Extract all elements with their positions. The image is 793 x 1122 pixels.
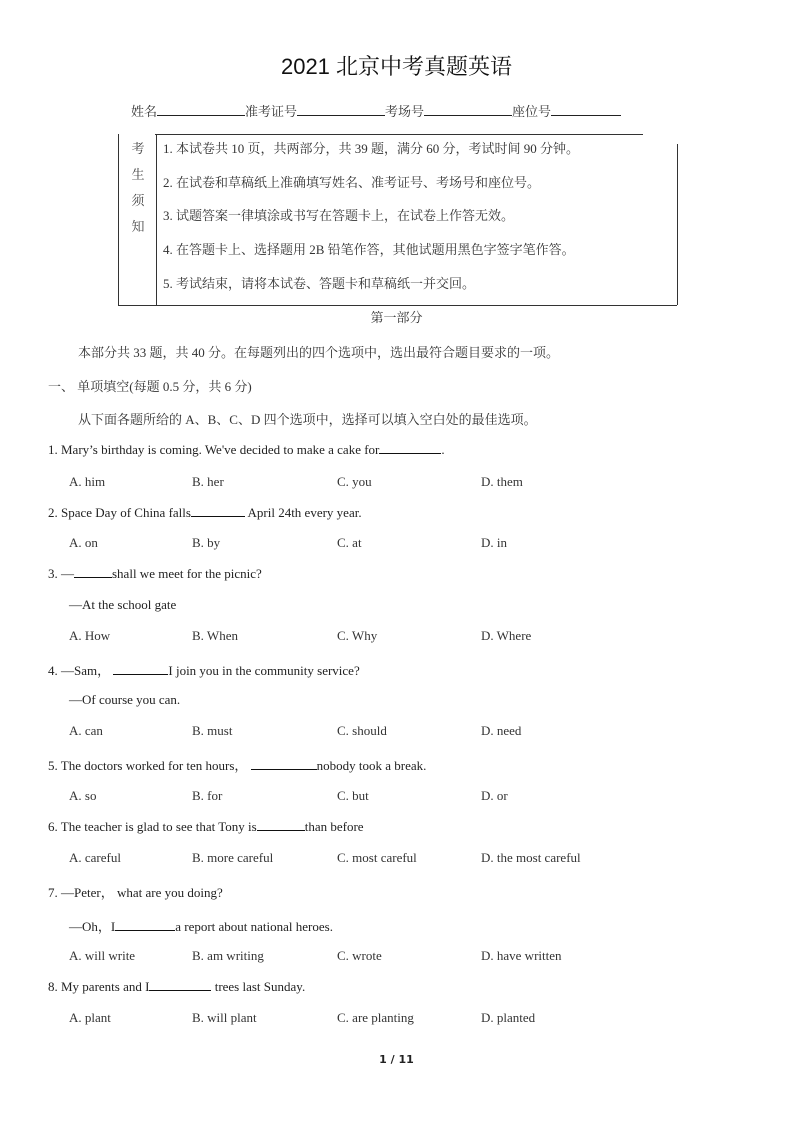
question-7: 7. —Peter， what are you doing? [48,885,223,900]
exam-notice-box [118,134,677,306]
answer-blank [257,819,305,831]
option-c: C. you [337,474,372,489]
name-label: 姓名 [131,104,158,119]
option-a: A. him [69,474,106,489]
part-intro: 本部分共 33 题，共 40 分。在每题列出的四个选项中，选出最符合题目要求的一项。 [78,345,560,360]
question-text: I join you in the community service? [168,663,360,678]
seat-blank [551,103,621,116]
option-d: D. need [481,723,522,738]
question-text: . [441,442,445,457]
question-3-reply: —At the school gate [69,597,177,612]
question-2 [48,505,362,521]
seat-label: 座位号 [512,104,552,119]
question-5 [48,755,426,774]
option-d: D. or [481,788,508,803]
option-c: C. but [337,788,369,803]
question-text: 1. Mary’s birthday is coming. We've decided to make a cake for [48,442,380,457]
page-indicator: 1 / 11 [379,1053,414,1066]
notice-item: 4. 在答题卡上、选择题用 2B 铅笔作答，其他试题用黑色字签字笔作答。 [163,242,575,257]
question-text: 6. The teacher is glad to see that Tony is [48,819,257,834]
option-c: C. most careful [337,850,417,865]
notice-item: 3. 试题答案一律填涂或书写在答题卡上，在试卷上作答无效。 [163,208,515,223]
question-text: trees last Sunday. [211,979,306,994]
room-blank [424,103,512,116]
notice-item: 1. 本试卷共 10 页，共两部分，共 39 题，满分 60 分，考试时间 90 分钟。 [163,141,580,156]
answer-blank [74,566,112,578]
option-d: D. the most careful [481,850,581,865]
notice-item: 5. 考试结束，请将本试卷、答题卡和草稿纸一并交回。 [163,276,476,291]
question-text: nobody took a break. [316,758,427,773]
option-c: C. should [337,723,387,738]
exam-id-label: 准考证号 [245,104,298,119]
option-d: D. have written [481,948,562,963]
answer-blank [149,979,211,991]
option-a: A. How [69,628,111,643]
box-right-border [677,144,678,305]
option-d: D. planted [481,1010,536,1025]
notice-label-char: 生 [131,167,145,182]
notice-item: 2. 在试卷和草稿纸上准确填写姓名、准考证号、考场号和座位号。 [163,175,541,190]
question-6 [48,819,364,835]
option-c: C. wrote [337,948,382,963]
question-3 [48,566,262,582]
name-blank [157,103,245,116]
option-b: B. must [192,723,233,738]
option-a: A. careful [69,850,121,865]
room-label: 考场号 [385,104,425,119]
option-c: C. are planting [337,1010,414,1025]
notice-label-char: 知 [131,219,145,234]
question-8 [48,979,305,995]
option-a: A. can [69,723,103,738]
exam-id-blank [297,103,385,116]
section-instruction: 从下面各题所给的 A、B、C、D 四个选项中，选择可以填入空白处的最佳选项。 [78,412,537,427]
question-text: 8. My parents and I [48,979,150,994]
part-title: 第一部分 [370,310,423,325]
question-text: 3. — [48,566,74,581]
document-title: 2021 北京中考真题英语 [280,54,513,79]
box-divider [156,134,157,305]
option-b: B. will plant [192,1010,257,1025]
option-c: C. at [337,535,362,550]
question-text: than before [304,819,364,834]
notice-label-char: 考 [131,141,145,156]
option-b: B. by [192,535,221,550]
question-4-reply: —Of course you can. [69,692,181,707]
option-a: A. so [69,788,97,803]
answer-blank [379,442,441,454]
notice-label-char: 须 [131,193,145,208]
option-a: A. on [69,535,98,550]
question-4 [48,660,360,679]
question-text: 4. —Sam， [48,663,114,678]
option-d: D. Where [481,628,532,643]
question-text: —Oh，I [69,919,116,934]
option-a: A. plant [69,1010,111,1025]
option-d: D. in [481,535,507,550]
question-text: a report about national heroes. [175,919,333,934]
answer-blank [191,505,245,517]
question-text: 2. Space Day of China falls [48,505,191,520]
option-c: C. Why [337,628,378,643]
option-b: B. her [192,474,224,489]
question-text: shall we meet for the picnic? [112,566,262,581]
option-b: B. for [192,788,223,803]
answer-blank [251,758,317,770]
candidate-info-row [131,101,621,120]
question-1 [48,442,445,458]
option-b: B. am writing [192,948,264,963]
question-text: 5. The doctors worked for ten hours， [48,758,251,773]
answer-blank [113,663,168,675]
section-heading: 一、 单项填空(每题 0.5 分，共 6 分) [48,379,252,394]
option-d: D. them [481,474,523,489]
option-a: A. will write [69,948,136,963]
answer-blank [115,919,175,931]
question-text: April 24th every year. [244,505,362,520]
option-b: B. When [192,628,238,643]
option-b: B. more careful [192,850,274,865]
question-7-reply [69,916,333,935]
